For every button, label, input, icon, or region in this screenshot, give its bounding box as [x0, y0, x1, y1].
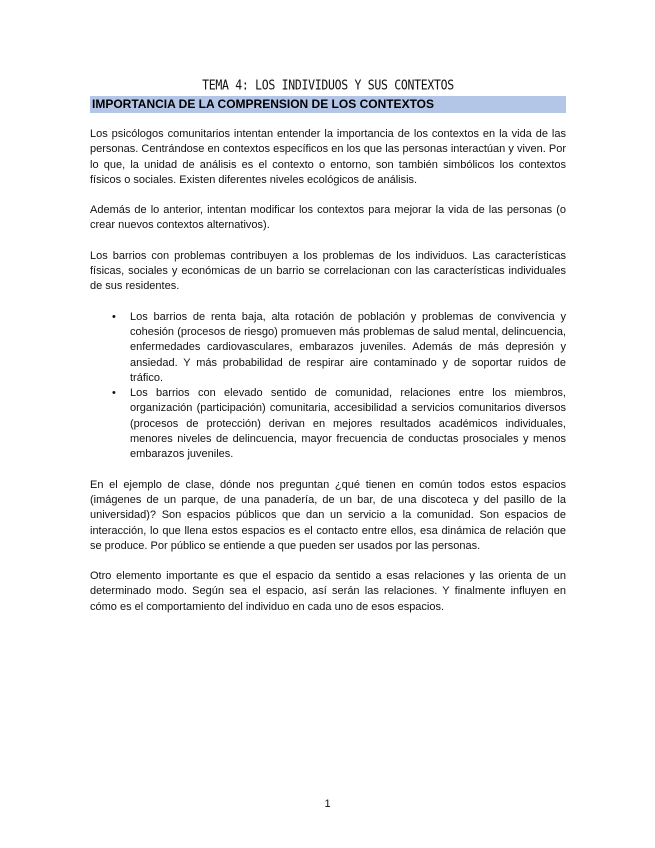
- bullet-item-risk: [90, 310, 566, 386]
- paragraph-neighborhoods: Los barrios con problemas contribuyen a los problemas de los individuos. Las características físicas, sociales y económicas de un barrio se correlacionan con las características individuales de sus residentes.: [90, 249, 566, 293]
- bullet-dot-icon: •: [112, 387, 116, 400]
- section-heading: IMPORTANCIA DE LA COMPRENSION DE LOS CONTEXTOS: [90, 96, 566, 113]
- page-number: 1: [324, 798, 331, 810]
- paragraph-space-meaning: Otro elemento importante es que el espacio da sentido a esas relaciones y las orienta de un determinado modo. Según sea el espacio, así serán las relaciones. Y finalmente influyen en cómo es el comportamiento del individuo en cada uno de esos espacios.: [90, 570, 566, 613]
- paragraph-intro: Los psicólogos comunitarios intentan entender la importancia de los contextos en la vida de las personas. Centrándose en contextos específicos en los que las personas interactúan y viven. Por lo que, la unidad de análisis es el contexto o entorno, son también simbólicos los contextos físicos o sociales. Existen diferentes niveles ecológicos de análisis.: [90, 128, 566, 186]
- bullet-dot-icon: •: [112, 310, 116, 323]
- bullet-text: Los barrios con elevado sentido de comunidad, relaciones entre los miembros, organización (participación) comunitaria, accesibilidad a servicios comunitarios diversos (procesos de protección) derivan en mejores resultados académicos individuales, menores niveles de delincuencia, mayor frecuencia de conductas prosociales y menos embarazos juveniles.: [130, 387, 566, 461]
- bullet-item-protection: [90, 386, 566, 462]
- document-body: [90, 127, 566, 630]
- paragraph-class-example: En el ejemplo de clase, dónde nos preguntan ¿qué tienen en común todos estos espacios (imágenes de un parque, de una panadería, de un bar, de una discoteca y del pasillo de la universidad)? Son espacios públicos que dan un servicio a la comunidad. Son espacios de interacción, lo que llena estos espacios es el contacto entre ellos, esa dinámica de relación que se produce. Por público se entiende a que pueden ser usados por las personas.: [90, 478, 566, 552]
- document-title: TEMA 4: LOS INDIVIDUOS Y SUS CONTEXTOS: [202, 76, 454, 94]
- paragraph-modify-contexts: Además de lo anterior, intentan modificar los contextos para mejorar la vida de las personas (o crear nuevos contextos alternativos).: [90, 204, 566, 232]
- bullet-list: [90, 310, 566, 463]
- bullet-text: Los barrios de renta baja, alta rotación de población y problemas de convivencia y cohesión (procesos de riesgo) promueven más problemas de salud mental, delincuencia, enfermedades cardiovasculares, embarazos juveniles. Además de más depresión y ansiedad. Y más probabilidad de respirar aire contaminado y de soportar ruidos de tráfico.: [130, 310, 566, 384]
